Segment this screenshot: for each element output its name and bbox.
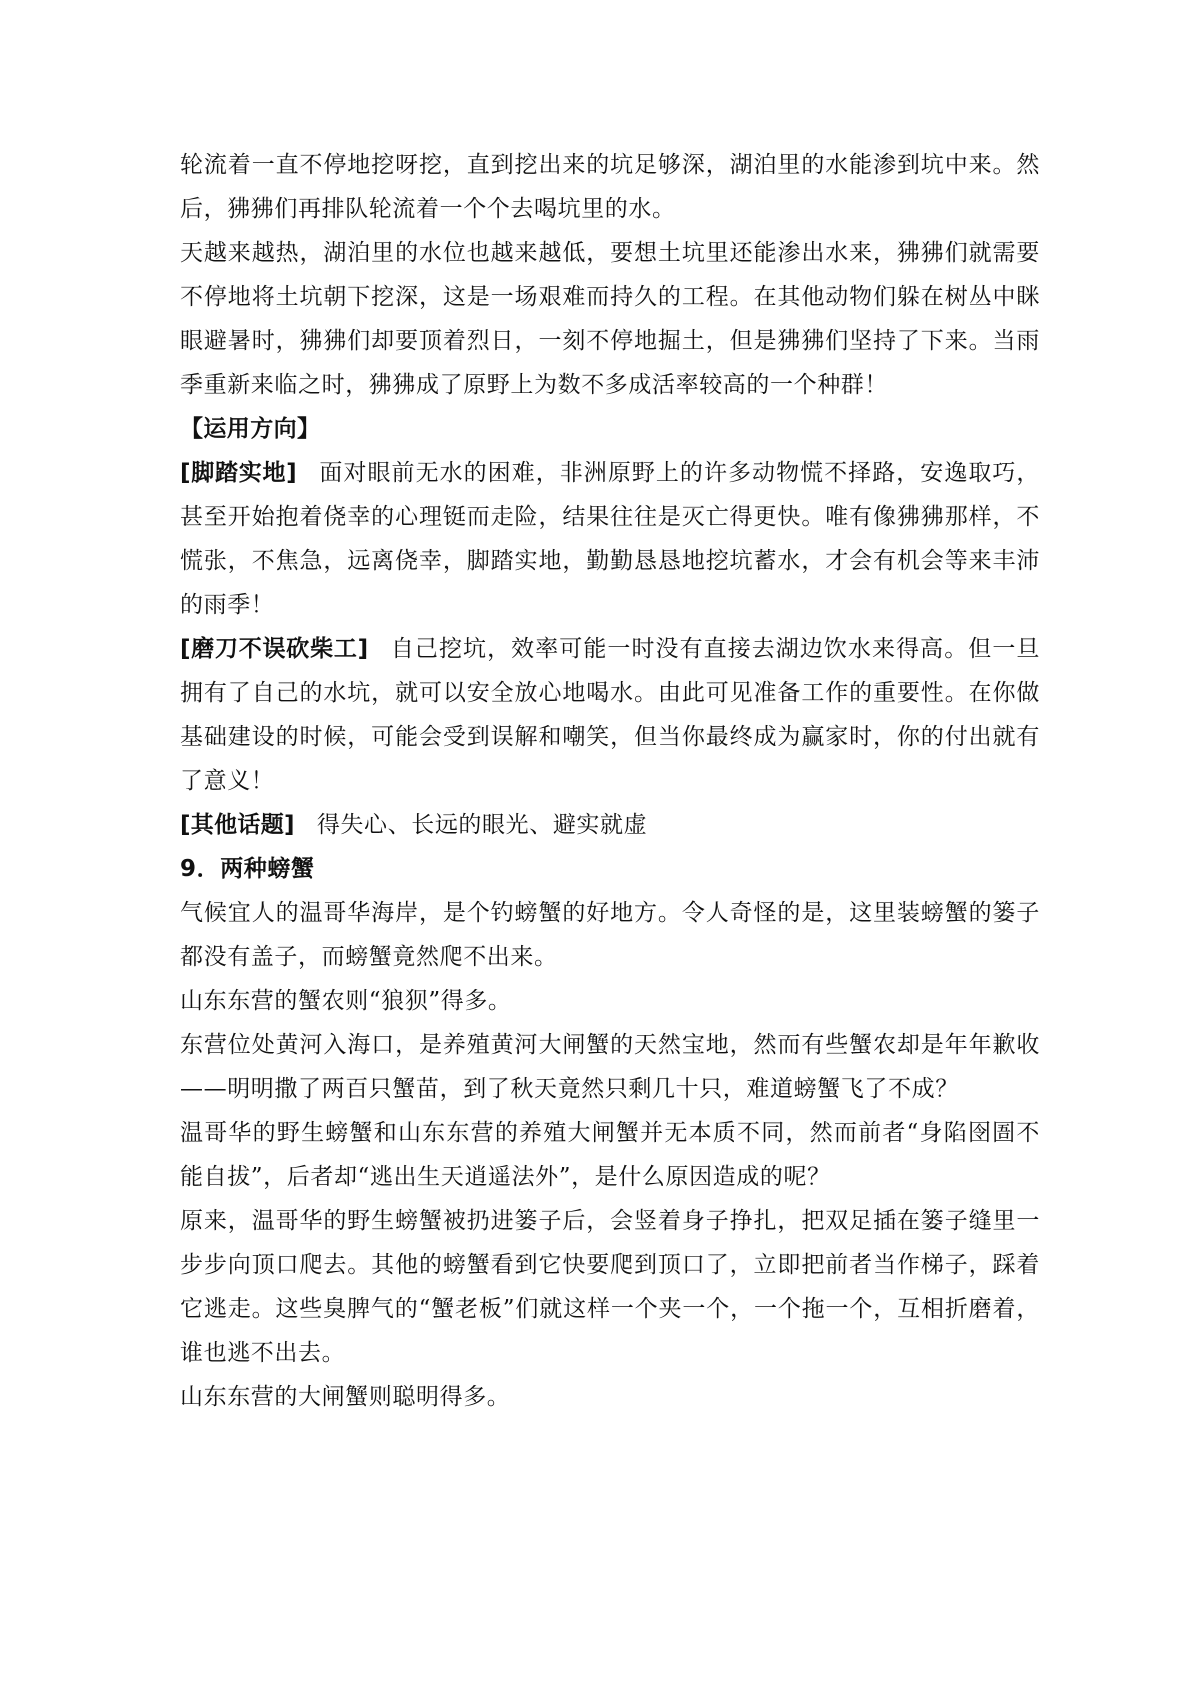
usage-text-1: 面对眼前无水的困难，非洲原野上的许多动物慌不择路，安逸取巧，甚至开始抱着侥幸的心理铤而走险，结果往往是灭亡得更快。唯有像狒狒那样，不慌张，不焦急，远离侥幸，脚踏实地，勤勤恳恳地挖坑蓄水，才会有机会等来丰沛的雨季！ <box>180 460 1041 618</box>
usage-tag-3: [其他话题] <box>180 812 295 838</box>
usage-item-3 <box>180 803 1040 847</box>
usage-tag-1: [脚踏实地] <box>180 460 297 486</box>
story2-paragraph-1: 气候宜人的温哥华海岸，是个钓螃蟹的好地方。令人奇怪的是，这里装螃蟹的篓子都没有盖子，而螃蟹竟然爬不出来。 <box>180 900 1040 970</box>
usage-heading: 【运用方向】 <box>180 416 321 442</box>
usage-item-2 <box>180 627 1040 803</box>
story2-paragraph-4: 温哥华的野生螃蟹和山东东营的养殖大闸蟹并无本质不同，然而前者“身陷囹圄不能自拔”，后者却“逃出生天逍遥法外”，是什么原因造成的呢？ <box>180 1120 1040 1190</box>
usage-text-2: 自己挖坑，效率可能一时没有直接去湖边饮水来得高。但一旦拥有了自己的水坑，就可以安全放心地喝水。由此可见准备工作的重要性。在你做基础建设的时候，可能会受到误解和嘲笑，但当你最终成为赢家时，你的付出就有了意义！ <box>180 636 1040 794</box>
story2-paragraph-2: 山东东营的蟹农则“狼狈”得多。 <box>180 988 512 1014</box>
usage-item-1 <box>180 451 1040 627</box>
story1-paragraph-1: 轮流着一直不停地挖呀挖，直到挖出来的坑足够深，湖泊里的水能渗到坑中来。然后，狒狒们再排队轮流着一个个去喝坑里的水。 <box>180 152 1040 222</box>
story2-title: 9．两种螃蟹 <box>180 856 315 882</box>
usage-tag-2: [磨刀不误砍柴工] <box>180 636 369 662</box>
story2-paragraph-6: 山东东营的大闸蟹则聪明得多。 <box>180 1384 511 1410</box>
document-page <box>180 143 1040 1419</box>
story2-paragraph-3: 东营位处黄河入海口，是养殖黄河大闸蟹的天然宝地，然而有些蟹农却是年年歉收——明明撒了两百只蟹苗，到了秋天竟然只剩几十只，难道螃蟹飞了不成？ <box>180 1032 1040 1102</box>
story2-paragraph-5: 原来，温哥华的野生螃蟹被扔进篓子后，会竖着身子挣扎，把双足插在篓子缝里一步步向顶口爬去。其他的螃蟹看到它快要爬到顶口了，立即把前者当作梯子，踩着它逃走。这些臭脾气的“蟹老板”们就这样一个夹一个，一个拖一个，互相折磨着，谁也逃不出去。 <box>180 1208 1040 1366</box>
story1-paragraph-2: 天越来越热，湖泊里的水位也越来越低，要想土坑里还能渗出水来，狒狒们就需要不停地将土坑朝下挖深，这是一场艰难而持久的工程。在其他动物们躲在树丛中眯眼避暑时，狒狒们却要顶着烈日，一刻不停地掘土，但是狒狒们坚持了下来。当雨季重新来临之时，狒狒成了原野上为数不多成活率较高的一个种群！ <box>180 240 1040 398</box>
usage-text-3: 得失心、长远的眼光、避实就虚 <box>316 812 648 838</box>
